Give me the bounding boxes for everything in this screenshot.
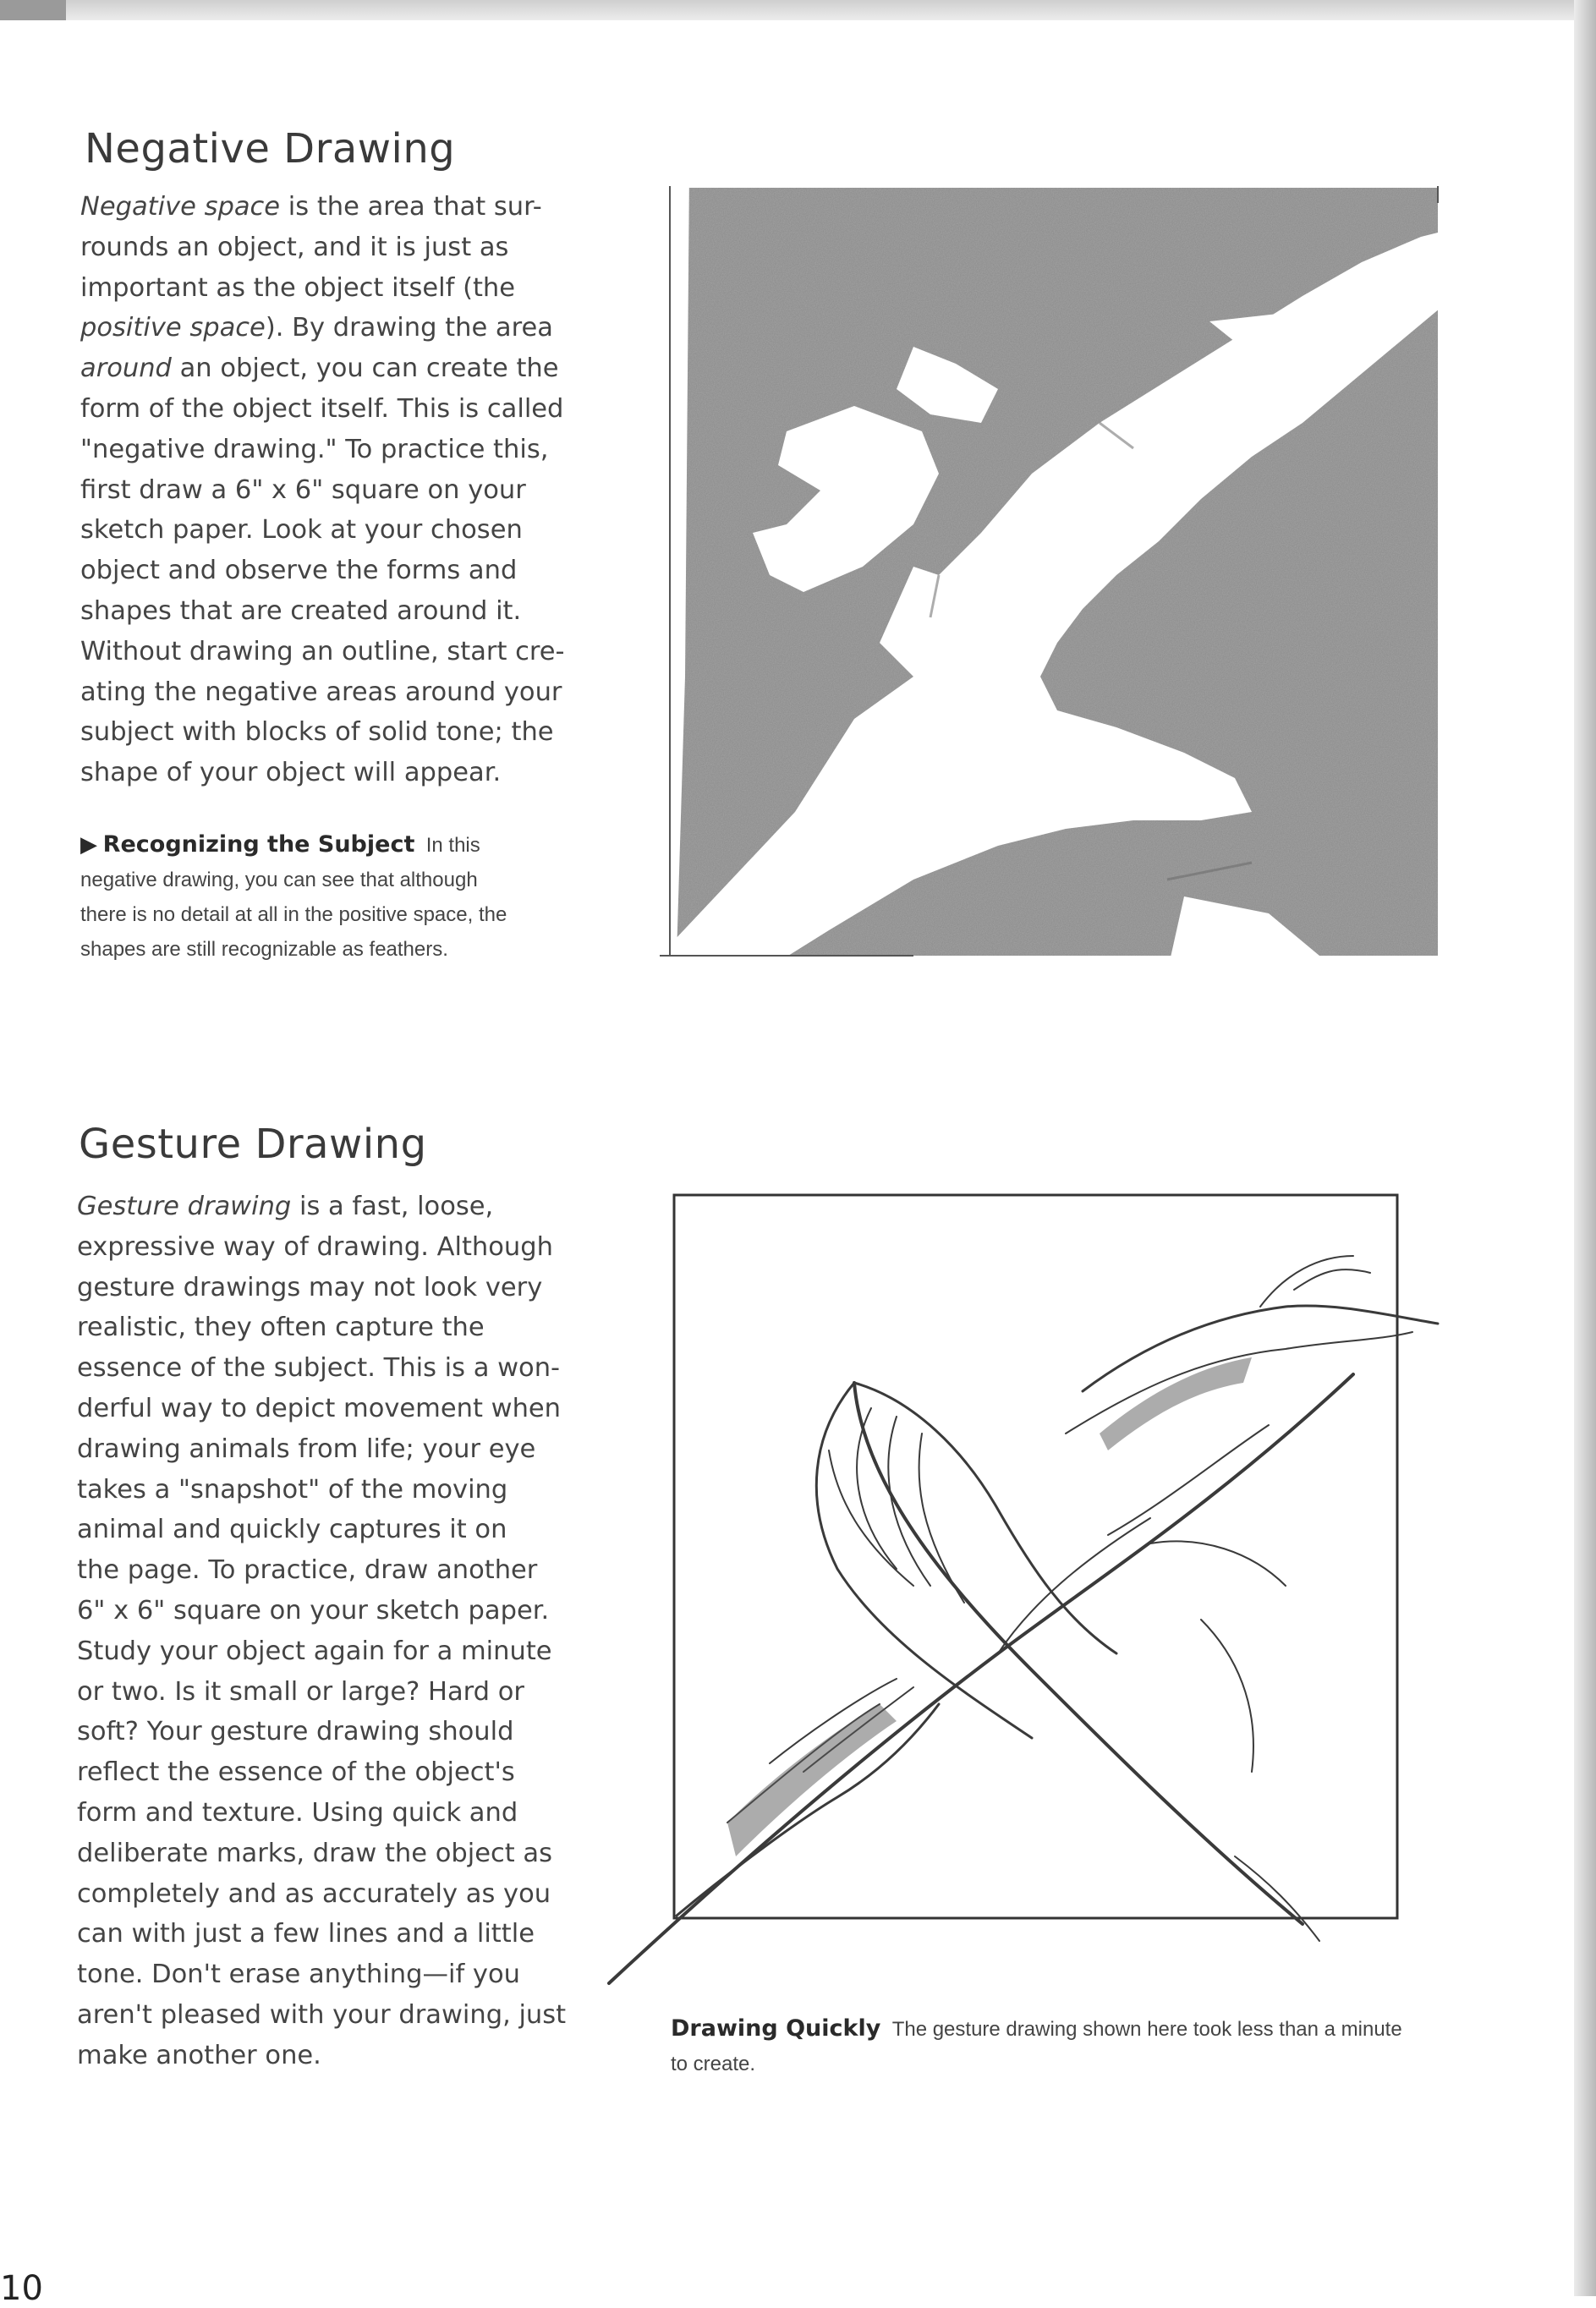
scan-corner-tab bbox=[0, 0, 66, 20]
body-line: drawing animals from life; your eye bbox=[77, 1434, 536, 1464]
body-line: ating the negative areas around your bbox=[80, 677, 562, 707]
caption-title: Recognizing the Subject bbox=[102, 831, 415, 858]
body-line: first draw a 6" x 6" square on your bbox=[80, 474, 526, 505]
body-line: completely and as accurately as you bbox=[77, 1878, 551, 1909]
body-line: rounds an object, and it is just as bbox=[80, 232, 509, 262]
body-line: subject with blocks of solid tone; the bbox=[80, 717, 554, 748]
body-line: essence of the subject. This is a won- bbox=[77, 1353, 561, 1384]
body-line: realistic, they often capture the bbox=[77, 1313, 485, 1343]
caption-line: to create. bbox=[671, 2053, 756, 2075]
scan-top-edge bbox=[0, 0, 1596, 20]
body-line: around an object, you can create the bbox=[80, 354, 559, 384]
gesture-drawing-body bbox=[77, 1187, 566, 2076]
body-line: Without drawing an outline, start cre- bbox=[80, 636, 565, 666]
caption-drawing-quickly bbox=[671, 2011, 1402, 2081]
caption-recognizing-the-subject bbox=[80, 827, 507, 967]
caption-line: negative drawing, you can see that although bbox=[80, 869, 478, 891]
section-title-gesture-drawing: Gesture Drawing bbox=[79, 1121, 427, 1168]
body-line: shape of your object will appear. bbox=[80, 758, 502, 788]
play-arrow-icon: ▶ bbox=[80, 831, 97, 857]
body-line: gesture drawings may not look very bbox=[77, 1272, 543, 1302]
body-line: Negative space is the area that sur- bbox=[80, 192, 542, 222]
body-line: make another one. bbox=[77, 2040, 321, 2070]
body-line: "negative drawing." To practice this, bbox=[80, 434, 549, 464]
gesture-drawing-illustration bbox=[558, 1180, 1506, 1992]
body-line: Gesture drawing is a fast, loose, bbox=[77, 1192, 494, 1221]
body-line: takes a "snapshot" of the moving bbox=[77, 1474, 508, 1505]
caption-line: ▶ Recognizing the Subject In this bbox=[80, 831, 480, 858]
body-line: tone. Don't erase anything—if you bbox=[77, 1960, 520, 1990]
feather-sketch bbox=[609, 1256, 1438, 1983]
body-line: animal and quickly captures it on bbox=[77, 1515, 507, 1545]
body-line: deliberate marks, draw the object as bbox=[77, 1838, 552, 1868]
body-line: derful way to depict movement when bbox=[77, 1393, 561, 1423]
body-line: sketch paper. Look at your chosen bbox=[80, 515, 523, 545]
body-line: soft? Your gesture drawing should bbox=[77, 1717, 514, 1747]
negative-drawing-body bbox=[80, 187, 565, 793]
body-line: expressive way of drawing. Although bbox=[77, 1231, 553, 1262]
caption-line: Drawing Quickly The gesture drawing shown here took less than a minute bbox=[671, 2015, 1402, 2042]
body-line: 6" x 6" square on your sketch paper. bbox=[77, 1595, 550, 1625]
body-line: shapes that are created around it. bbox=[80, 595, 522, 626]
body-line: the page. To practice, draw another bbox=[77, 1555, 538, 1586]
body-line: important as the object itself (the bbox=[80, 272, 516, 303]
body-line: object and observe the forms and bbox=[80, 556, 518, 586]
body-line: aren't pleased with your drawing, just bbox=[77, 1999, 567, 2030]
body-line: reflect the essence of the object's bbox=[77, 1757, 515, 1788]
body-line: Study your object again for a minute bbox=[77, 1636, 552, 1666]
scan-right-edge bbox=[1574, 0, 1596, 2296]
body-line: or two. Is it small or large? Hard or bbox=[77, 1676, 524, 1707]
body-line: form and texture. Using quick and bbox=[77, 1797, 518, 1828]
caption-line: shapes are still recognizable as feathers. bbox=[80, 938, 448, 961]
page-number: 10 bbox=[0, 2269, 43, 2308]
body-line: can with just a few lines and a little bbox=[77, 1919, 535, 1949]
body-line: positive space). By drawing the area bbox=[80, 313, 553, 343]
negative-drawing-illustration bbox=[660, 169, 1455, 973]
caption-title: Drawing Quickly bbox=[671, 2015, 881, 2042]
section-title-negative-drawing: Negative Drawing bbox=[85, 125, 456, 173]
caption-line: there is no detail at all in the positive space, the bbox=[80, 903, 507, 926]
body-line: form of the object itself. This is called bbox=[80, 393, 564, 424]
